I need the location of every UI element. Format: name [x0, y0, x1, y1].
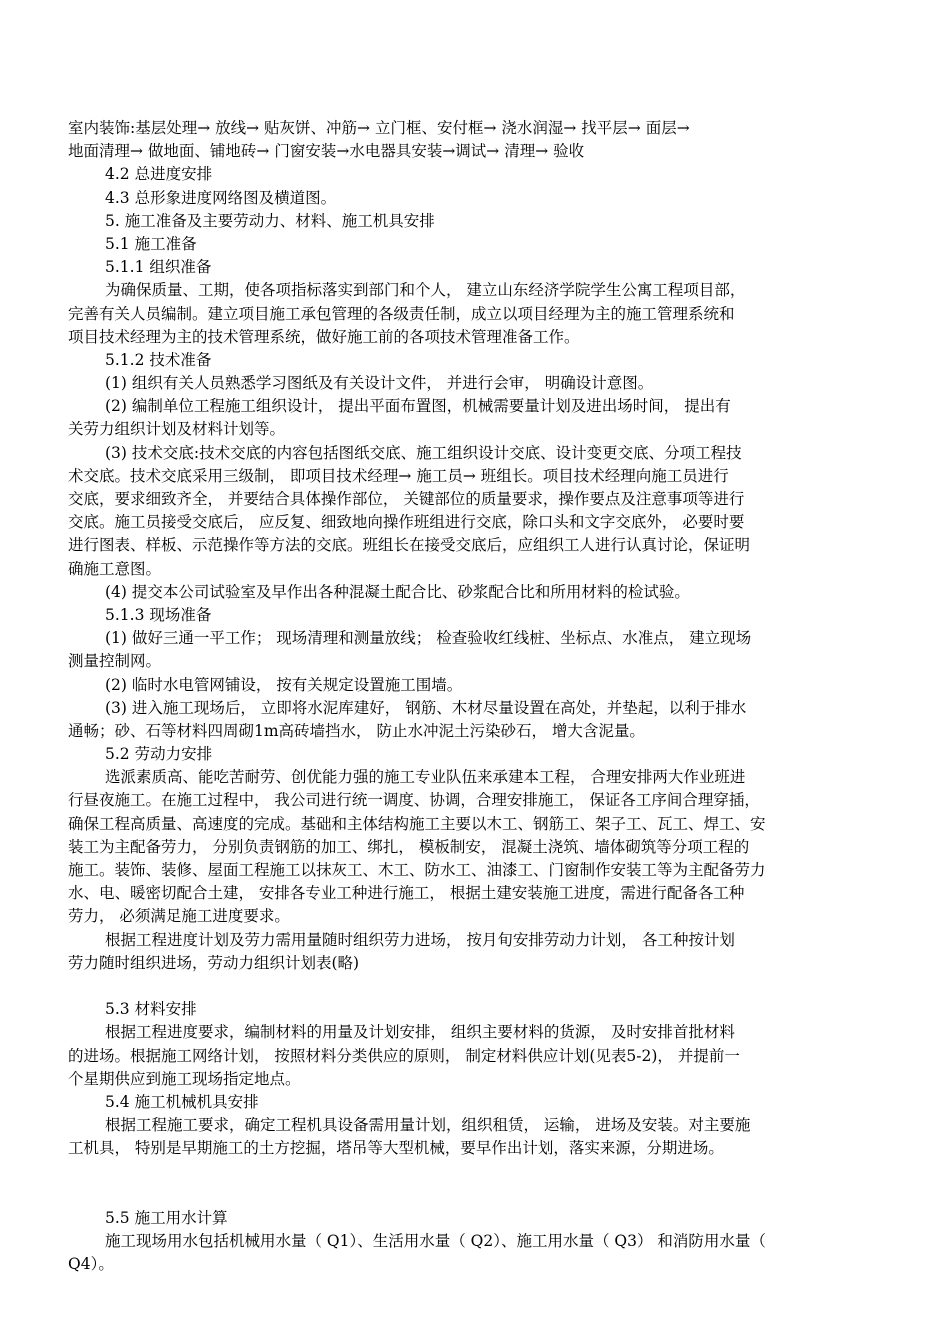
- text-line: 装工为主配备劳力， 分别负责钢筋的加工、绑扎， 模板制安， 混凝土浇筑、墙体砌筑等分项工程的: [68, 837, 750, 856]
- text-line: (2) 编制单位工程施工组织设计， 提出平面布置图，机械需要量计划及进出场时间， 提出有: [105, 397, 731, 416]
- text-line: 4.3 总形象进度网络图及横道图。: [105, 188, 337, 207]
- text-line: 交底，要求细致齐全， 并要结合具体操作部位， 关键部位的质量要求，操作要点及注意事项等进行: [68, 490, 745, 508]
- text-line: Q4）。: [68, 1255, 114, 1274]
- blank-line: [68, 975, 888, 998]
- text-line: 5.1.3 现场准备: [105, 605, 212, 624]
- text-line: 根据工程进度要求，编制材料的用量及计划安排， 组织主要材料的货源， 及时安排首批材料: [105, 1023, 735, 1042]
- text-line: 项目技术经理为主的技术管理系统，做好施工前的各项技术管理准备工作。: [68, 327, 580, 346]
- document-page: [68, 117, 888, 1276]
- text-line: 5.1.1 组织准备: [105, 258, 212, 277]
- text-line: 施工。装饰、装修、屋面工程施工以抹灰工、木工、防水工、油漆工、门窗制作安装工等为主配备劳力: [68, 861, 766, 879]
- text-line: (4) 提交本公司试验室及早作出各种混凝土配合比、砂浆配合比和所用材料的检试验。: [105, 582, 690, 601]
- text-line: (2) 临时水电管网铺设， 按有关规定设置施工围墙。: [105, 675, 463, 694]
- text-line: 水、电、暖密切配合土建， 安排各专业工种进行施工， 根据土建安装施工进度，需进行配备各工种: [68, 884, 745, 903]
- text-line: 5.5 施工用水计算: [105, 1208, 228, 1227]
- text-line: 个星期供应到施工现场指定地点。: [68, 1069, 301, 1088]
- text-line: 5.2 劳动力安排: [105, 745, 213, 764]
- text-line: 进行图表、样板、示范操作等方法的交底。班组长在接受交底后，应组织工人进行认真讨论，保证明: [68, 536, 751, 555]
- text-line: 5.1 施工准备: [105, 234, 197, 253]
- text-line: 选派素质高、能吃苦耐劳、创优能力强的施工专业队伍来承建本工程， 合理安排两大作业班进: [105, 768, 746, 787]
- text-line: 确施工意图。: [68, 559, 162, 578]
- text-line: 施工现场用水包括机械用水量（ Q1）、生活用水量（ Q2）、施工用水量（ Q3） 和消防用水量（: [105, 1232, 766, 1250]
- text-line: 劳力随时组织进场，劳动力组织计划表(略): [68, 953, 360, 972]
- text-line: 地面清理→ 做地面、铺地砖→ 门窗安装→水电器具安装→调试→ 清理→ 验收: [68, 142, 585, 161]
- text-line: (1) 做好三通一平工作； 现场清理和测量放线； 检查验收红线桩、坐标点、水准点， 建立现场: [105, 629, 752, 648]
- text-line: 为确保质量、工期，使各项指标落实到部门和个人， 建立山东经济学院学生公寓工程项目部，: [105, 281, 746, 300]
- text-line: 根据工程施工要求，确定工程机具设备需用量计划，组织租赁， 运输， 进场及安装。对主要施: [105, 1116, 751, 1135]
- text-line: 完善有关人员编制。建立项目施工承包管理的各级责任制，成立以项目经理为主的施工管理系统和: [68, 304, 735, 323]
- text-line: (3) 技术交底:技术交底的内容包括图纸交底、施工组织设计交底、设计变更交底、分项工程技: [105, 443, 742, 462]
- text-line: 行昼夜施工。在施工过程中， 我公司进行统一调度、协调，合理安排施工， 保证各工序间合理穿插，: [68, 791, 760, 810]
- text-line: 室内装饰:基层处理→ 放线→ 贴灰饼、冲筋→ 立门框、安付框→ 浇水润湿→ 找平层→ 面层→: [68, 119, 690, 137]
- text-line: 工机具， 特别是早期施工的土方挖掘，塔吊等大型机械，要早作出计划，落实来源，分期进场。: [68, 1139, 724, 1158]
- text-line: 5.1.2 技术准备: [105, 350, 212, 369]
- text-line: (3) 进入施工现场后， 立即将水泥库建好， 钢筋、木材尽量设置在高处，并垫起，以利于排水: [105, 698, 747, 717]
- text-line: 交底。施工员接受交底后， 应反复、细致地向操作班组进行交底，除口头和文字交底外， 必要时要: [68, 513, 745, 532]
- text-line: 劳力， 必须满足施工进度要求。: [68, 907, 290, 926]
- text-line: 测量控制网。: [68, 652, 162, 671]
- text-line: 5.4 施工机械机具安排: [105, 1092, 259, 1111]
- text-line: 术交底。技术交底采用三级制， 即项目技术经理→ 施工员→ 班组长。项目技术经理向施工员进行: [68, 466, 729, 485]
- text-line: 根据工程进度计划及劳力需用量随时组织劳力进场， 按月旬安排劳动力计划， 各工种按计划: [105, 930, 735, 949]
- text-line: 5.3 材料安排: [105, 1000, 197, 1019]
- text-line: 通畅；砂、石等材料四周砌1m高砖墙挡水， 防止水冲泥土污染砂石， 增大含泥量。: [68, 721, 645, 740]
- text-line: 的进场。根据施工网络计划， 按照材料分类供应的原则， 制定材料供应计划(见表5-2)， 并提前一: [68, 1046, 740, 1065]
- blank-line: [68, 1184, 888, 1207]
- text-line: 关劳力组织计划及材料计划等。: [68, 420, 286, 439]
- text-line: (1) 组织有关人员熟悉学习图纸及有关设计文件， 并进行会审， 明确设计意图。: [105, 374, 654, 393]
- text-line: 4.2 总进度安排: [105, 165, 213, 184]
- blank-line: [68, 1160, 888, 1183]
- text-line: 确保工程高质量、高速度的完成。基础和主体结构施工主要以木工、钢筋工、架子工、瓦工、焊工、安: [68, 814, 766, 833]
- text-line: 5. 施工准备及主要劳动力、材料、施工机具安排: [105, 211, 435, 230]
